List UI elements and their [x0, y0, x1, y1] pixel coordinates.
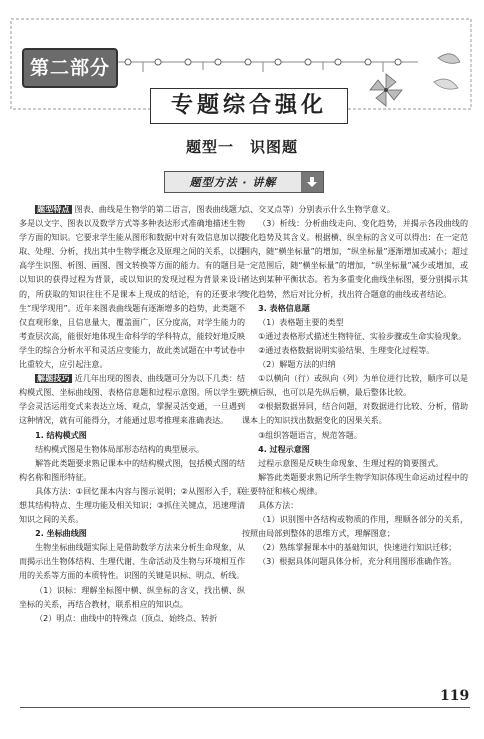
paragraph: [19, 443, 245, 457]
paragraph-text: （2）解题方法的归纳: [258, 360, 336, 370]
paragraph-text: （1）识标：理解坐标图中横、纵坐标的含义，找出横、纵坐标的关系，再结合教材，联系相应的知识点。: [19, 585, 245, 609]
paragraph: [242, 541, 468, 555]
paragraph-text: （1）识别图中各结构或物质的作用，理顺各部分的关系，按照由局部到整体的思维方式，理解图意；: [242, 515, 468, 539]
paragraph-text: 近几年出现的图表、曲线题可分为以下几类：结构模式图、坐标曲线图、表格信息题和过程示意图。所以学生要学会灵活运用变式来表达立场、观点，掌握灵活变通，一旦遇到这种情况，就有可能得分，才能通过思考推理来准确表达。: [19, 374, 246, 426]
paragraph-text: ②通过表格数据说明实验结果、生理变化过程等。: [258, 345, 435, 355]
paragraph-text: （1）表格题主要的类型: [258, 317, 344, 327]
paragraph: [242, 203, 468, 217]
paragraph-text: 点、交叉点等）分别表示什么生物学意义。: [242, 205, 395, 214]
paragraph: [242, 400, 468, 428]
paragraph-text: （2）熟练掌握课本中的基础知识，快速进行知识迁移；: [258, 543, 457, 553]
paragraph: [242, 457, 468, 471]
paragraph: [242, 330, 468, 344]
paragraph: [19, 612, 245, 626]
dotted-chain-decoration: [118, 52, 418, 72]
paragraph: [19, 584, 245, 612]
down-arrow-icon: [301, 172, 323, 192]
paragraph-text: 过程示意图是反映生命现象、生理过程的简要图式。: [258, 458, 444, 468]
paragraph-text: （3）根据具体问题具体分析，充分利用图形准确作答。: [258, 557, 457, 567]
paragraph: [19, 203, 245, 372]
paragraph-text: 具体方法：①回忆课本内容与图示说明；②从图形入手，联想其结构特点、生理功能及相关知识；③抓住关键点，迅速理清知识之间的关系。: [19, 486, 245, 525]
paragraph: [242, 344, 468, 358]
paragraph: [242, 429, 468, 443]
method-explanation-bar: [164, 171, 324, 193]
paragraph: [19, 457, 245, 485]
paragraph-text: 解答此类题要求熟记所学生物学知识体现生命运动过程中的主要特征和核心规律。: [242, 472, 468, 496]
paragraph: [242, 358, 468, 372]
method-label: 题型方法 · 讲解: [189, 176, 277, 189]
paragraph: [242, 471, 468, 499]
left-text-column: [19, 203, 245, 626]
paragraph: [242, 372, 468, 400]
paragraph: [242, 499, 468, 513]
paragraph-text: 解答此类题要求熟记课本中的结构模式图，包括模式图的结构名称和图形特征。: [19, 458, 245, 482]
section-heading: 4. 过程示意图: [258, 444, 310, 454]
paragraph: [19, 541, 245, 583]
paragraph-text: ①以横向（行）或纵向（列）为单位进行比较，顺序可以是先横后纵，也可以是先纵后横，最后整体比较。: [242, 374, 468, 398]
section-heading: 2. 坐标曲线图: [35, 529, 87, 539]
paragraph-text: ①通过表格形式描述生物特征、实验步骤或生命实验现象。: [258, 331, 467, 341]
paragraph-tag: 解题技巧: [37, 374, 70, 384]
paragraph: [242, 217, 468, 302]
paragraph-text: 生物坐标曲线题实际上是借助数学方法来分析生命现象，从而揭示出生物体结构、生理代谢、生命活动及生物与环境相互作用的关系等方面的本质特性。识图的关键是识标、明点、析线。: [19, 543, 245, 581]
paragraph: [242, 513, 468, 541]
pinwheel-icon: [366, 70, 406, 110]
part-label: 第二部分: [22, 48, 118, 88]
paragraph-text: ②根据数据异同，结合问题，对数据进行比较、分析，借助课本上的知识找出数据变化的因果关系。: [242, 402, 468, 426]
bottom-rule: [20, 707, 470, 708]
part-banner: [10, 18, 472, 118]
section-heading: 1. 结构模式图: [35, 430, 87, 440]
paragraph: [19, 372, 245, 428]
paragraph-text: ③组织答题语言，规范答题。: [258, 430, 362, 440]
paragraph: [242, 316, 468, 330]
leaf-decoration-icon: [428, 48, 468, 98]
paragraph-tag: 题型特点: [37, 205, 70, 214]
section-heading: 3. 表格信息题: [258, 303, 310, 313]
question-type-title: 题型一 识图题: [185, 138, 298, 156]
paragraph-text: 图表、曲线是生物学的第二语言，图表曲线题大多是以文字、图表以及数学方式等多种表达形式准确地描述生物学方面的知识。它要求学生能从图形和数据中对有效信息加以提取、处理、分析，找出其中生物学概念及原理之间的关系，以提高学生识图、析图、画图、图文转换等方面的能力。有的题目是以知识的获得过程为背景，或以知识的发现过程为背景来设计的，所获取的知识往往不是课本上现成的结论，有的还要求学生“现学现用”。近年来图表曲线题有逐渐增多的趋势，此类题不仅直观形象，且信息量大，覆盖面广，区分度高，对学生能力的考查层次高，能很好地体现生命科学的学科特点，能较好地反映学生的综合分析水平和灵活应变能力，故此类试题在中考试卷中比重较大，应引起注意。: [19, 205, 246, 370]
paragraph-text: 结构模式图是生物体局部形态结构的典型展示。: [35, 444, 205, 454]
paragraph: [19, 485, 245, 527]
paragraph-text: 具体方法：: [258, 500, 299, 510]
page-number: 119: [440, 688, 470, 704]
paragraph-text: （2）明点：曲线中的特殊点（顶点、始终点、转折: [35, 613, 218, 623]
paragraph-text: （3）析线：分析曲线走向、变化趋势，并揭示各段曲线的变化趋势及其含义。根据横、纵坐标的含义可以得出：在一定范围内，随“横坐标量”的增加，“纵坐标量”逐渐增加或减小；超过一定范围后，随“横坐标量”的增加，“纵坐标量”减少或增加，或者达到某种平衡状态。若为多重变化曲线坐标图，要分别揭示其变化趋势，然后对比分析，找出符合题意的曲线或者结论。: [242, 219, 468, 299]
right-text-column: [242, 203, 468, 569]
paragraph: [242, 555, 468, 569]
topic-title: 专题综合强化: [150, 88, 348, 124]
